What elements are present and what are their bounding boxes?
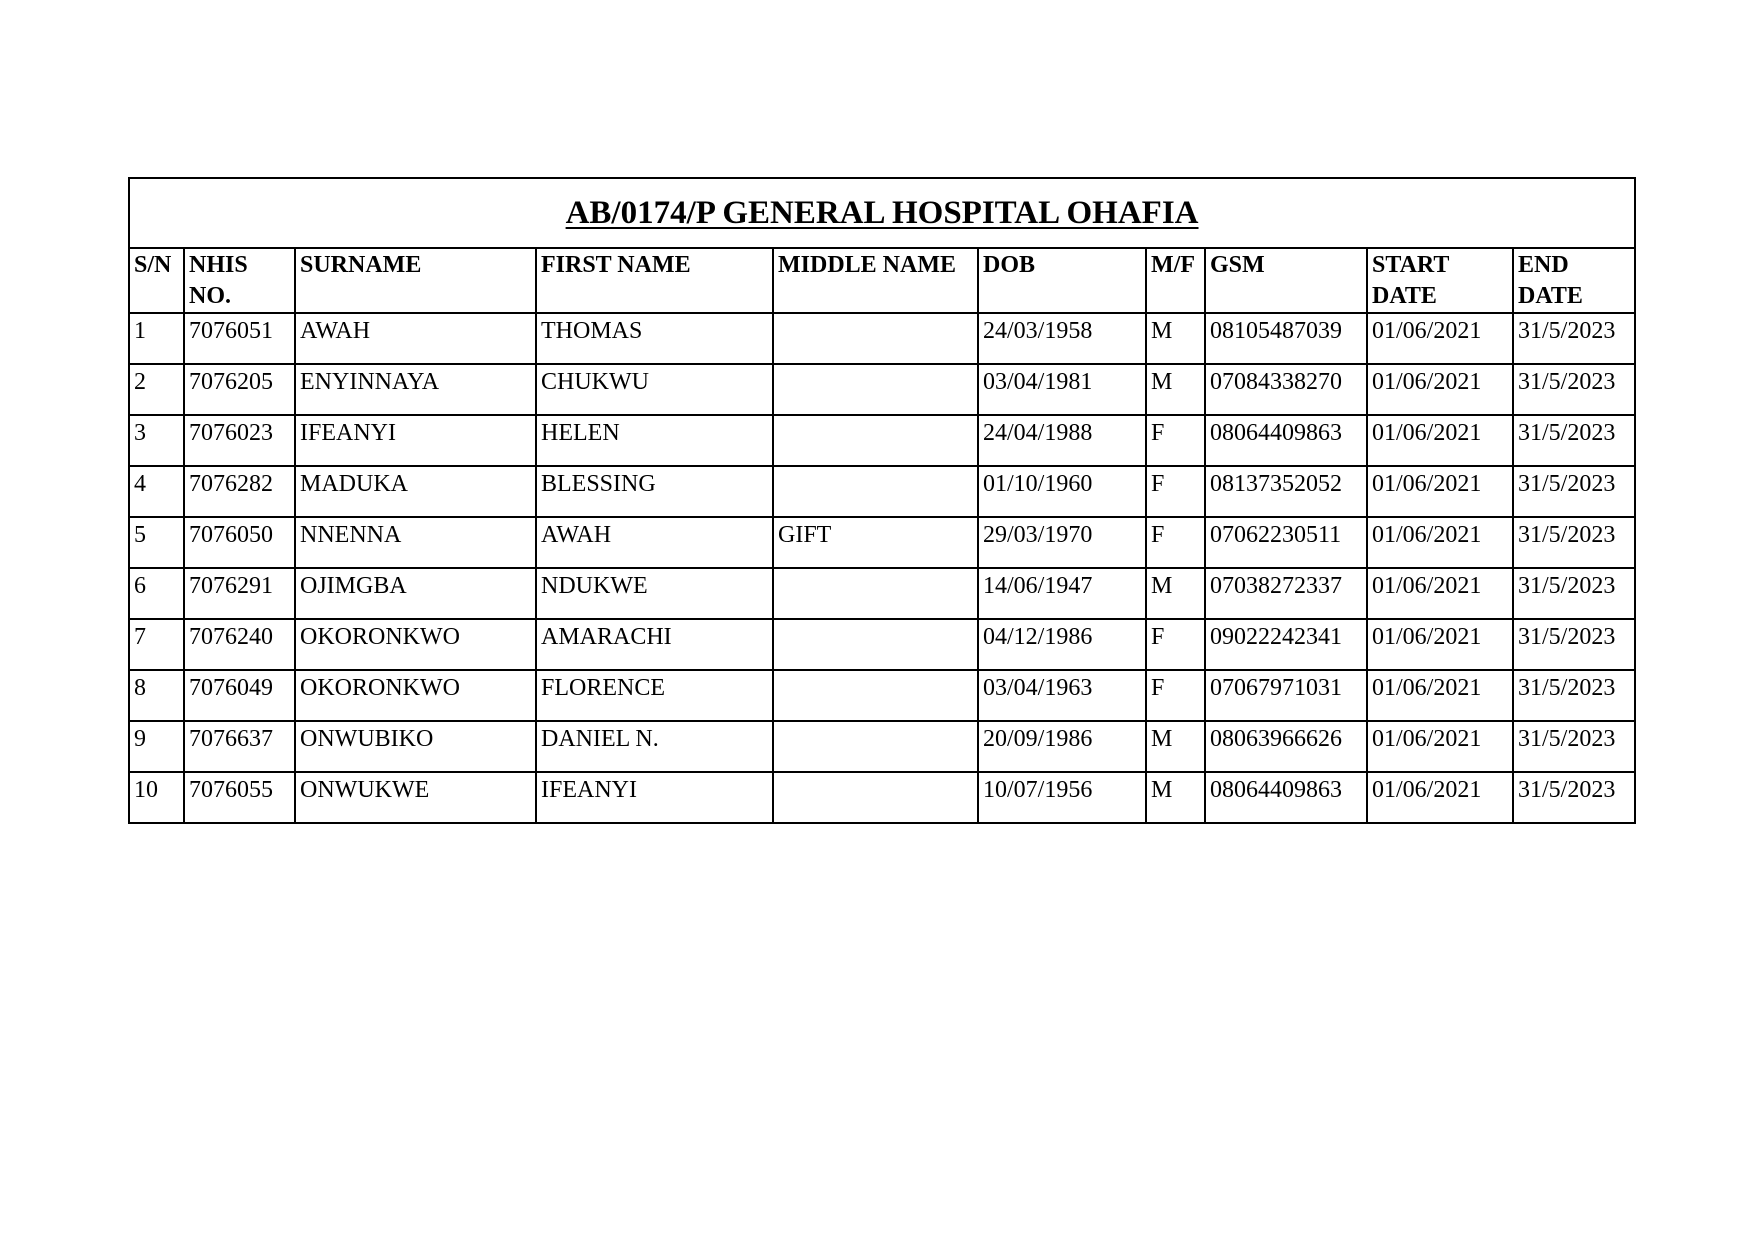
gender-cell: F — [1146, 466, 1205, 517]
surname-cell: OKORONKWO — [295, 619, 536, 670]
start-date-cell: 01/06/2021 — [1367, 721, 1513, 772]
table-title: AB/0174/P GENERAL HOSPITAL OHAFIA — [565, 195, 1199, 231]
middle-name-cell — [773, 772, 978, 823]
end-date-cell: 31/5/2023 — [1513, 619, 1635, 670]
dob-cell: 14/06/1947 — [978, 568, 1146, 619]
nhis-no-cell: 7076291 — [184, 568, 295, 619]
surname-cell: ONWUBIKO — [295, 721, 536, 772]
table-row — [129, 568, 1635, 619]
surname-cell: MADUKA — [295, 466, 536, 517]
dob-cell: 10/07/1956 — [978, 772, 1146, 823]
table-body — [129, 313, 1635, 823]
column-header-gsm: GSM — [1205, 248, 1367, 313]
start-date-cell: 01/06/2021 — [1367, 517, 1513, 568]
end-date-cell: 31/5/2023 — [1513, 364, 1635, 415]
dob-cell: 29/03/1970 — [978, 517, 1146, 568]
first-name-cell: HELEN — [536, 415, 773, 466]
middle-name-cell — [773, 670, 978, 721]
gender-cell: F — [1146, 415, 1205, 466]
table-title-cell — [129, 178, 1635, 248]
gsm-cell: 07038272337 — [1205, 568, 1367, 619]
gender-cell: F — [1146, 670, 1205, 721]
surname-cell: AWAH — [295, 313, 536, 364]
gender-cell: M — [1146, 721, 1205, 772]
end-date-cell: 31/5/2023 — [1513, 466, 1635, 517]
sn-cell: 10 — [129, 772, 184, 823]
gender-cell: M — [1146, 364, 1205, 415]
surname-cell: OKORONKWO — [295, 670, 536, 721]
dob-cell: 03/04/1981 — [978, 364, 1146, 415]
start-date-cell: 01/06/2021 — [1367, 670, 1513, 721]
sn-cell: 8 — [129, 670, 184, 721]
first-name-cell: AMARACHI — [536, 619, 773, 670]
nhis-no-cell: 7076240 — [184, 619, 295, 670]
table-row — [129, 772, 1635, 823]
gender-cell: M — [1146, 772, 1205, 823]
end-date-cell: 31/5/2023 — [1513, 772, 1635, 823]
first-name-cell: THOMAS — [536, 313, 773, 364]
end-date-cell: 31/5/2023 — [1513, 568, 1635, 619]
gsm-cell: 07084338270 — [1205, 364, 1367, 415]
gsm-cell: 08105487039 — [1205, 313, 1367, 364]
table-row — [129, 721, 1635, 772]
column-header-sn: S/N — [129, 248, 184, 313]
gender-cell: F — [1146, 517, 1205, 568]
sn-cell: 2 — [129, 364, 184, 415]
column-header-first-name: FIRST NAME — [536, 248, 773, 313]
middle-name-cell — [773, 568, 978, 619]
sn-cell: 7 — [129, 619, 184, 670]
first-name-cell: IFEANYI — [536, 772, 773, 823]
start-date-cell: 01/06/2021 — [1367, 364, 1513, 415]
sn-cell: 3 — [129, 415, 184, 466]
table-row — [129, 415, 1635, 466]
nhis-no-cell: 7076205 — [184, 364, 295, 415]
table-row — [129, 670, 1635, 721]
nhis-no-cell: 7076023 — [184, 415, 295, 466]
nhis-no-cell: 7076055 — [184, 772, 295, 823]
nhis-no-cell: 7076637 — [184, 721, 295, 772]
gender-cell: F — [1146, 619, 1205, 670]
middle-name-cell — [773, 721, 978, 772]
end-date-cell: 31/5/2023 — [1513, 670, 1635, 721]
column-header-middle-name: MIDDLE NAME — [773, 248, 978, 313]
column-header-nhis-no: NHIS NO. — [184, 248, 295, 313]
first-name-cell: FLORENCE — [536, 670, 773, 721]
header-row — [129, 248, 1635, 313]
gsm-cell: 09022242341 — [1205, 619, 1367, 670]
first-name-cell: DANIEL N. — [536, 721, 773, 772]
column-header-surname: SURNAME — [295, 248, 536, 313]
gsm-cell: 07067971031 — [1205, 670, 1367, 721]
surname-cell: IFEANYI — [295, 415, 536, 466]
sn-cell: 6 — [129, 568, 184, 619]
table-row — [129, 364, 1635, 415]
dob-cell: 03/04/1963 — [978, 670, 1146, 721]
start-date-cell: 01/06/2021 — [1367, 415, 1513, 466]
dob-cell: 24/04/1988 — [978, 415, 1146, 466]
middle-name-cell — [773, 313, 978, 364]
end-date-cell: 31/5/2023 — [1513, 313, 1635, 364]
start-date-cell: 01/06/2021 — [1367, 619, 1513, 670]
first-name-cell: NDUKWE — [536, 568, 773, 619]
dob-cell: 01/10/1960 — [978, 466, 1146, 517]
sn-cell: 5 — [129, 517, 184, 568]
gsm-cell: 08063966626 — [1205, 721, 1367, 772]
start-date-cell: 01/06/2021 — [1367, 313, 1513, 364]
column-header-gender: M/F — [1146, 248, 1205, 313]
start-date-cell: 01/06/2021 — [1367, 568, 1513, 619]
middle-name-cell — [773, 466, 978, 517]
nhis-no-cell: 7076282 — [184, 466, 295, 517]
first-name-cell: AWAH — [536, 517, 773, 568]
nhis-no-cell: 7076051 — [184, 313, 295, 364]
middle-name-cell — [773, 619, 978, 670]
middle-name-cell: GIFT — [773, 517, 978, 568]
gender-cell: M — [1146, 313, 1205, 364]
start-date-cell: 01/06/2021 — [1367, 466, 1513, 517]
document-page — [128, 177, 1634, 824]
middle-name-cell — [773, 415, 978, 466]
first-name-cell: BLESSING — [536, 466, 773, 517]
title-row — [129, 178, 1635, 248]
gender-cell: M — [1146, 568, 1205, 619]
end-date-cell: 31/5/2023 — [1513, 721, 1635, 772]
nhis-no-cell: 7076050 — [184, 517, 295, 568]
gsm-cell: 08064409863 — [1205, 415, 1367, 466]
enrollee-table — [128, 177, 1636, 824]
column-header-dob: DOB — [978, 248, 1146, 313]
column-header-start-date: START DATE — [1367, 248, 1513, 313]
sn-cell: 1 — [129, 313, 184, 364]
dob-cell: 04/12/1986 — [978, 619, 1146, 670]
surname-cell: OJIMGBA — [295, 568, 536, 619]
gsm-cell: 08064409863 — [1205, 772, 1367, 823]
sn-cell: 4 — [129, 466, 184, 517]
start-date-cell: 01/06/2021 — [1367, 772, 1513, 823]
first-name-cell: CHUKWU — [536, 364, 773, 415]
column-header-end-date: END DATE — [1513, 248, 1635, 313]
middle-name-cell — [773, 364, 978, 415]
table-row — [129, 517, 1635, 568]
end-date-cell: 31/5/2023 — [1513, 415, 1635, 466]
table-row — [129, 313, 1635, 364]
surname-cell: ENYINNAYA — [295, 364, 536, 415]
nhis-no-cell: 7076049 — [184, 670, 295, 721]
end-date-cell: 31/5/2023 — [1513, 517, 1635, 568]
table-row — [129, 619, 1635, 670]
surname-cell: NNENNA — [295, 517, 536, 568]
surname-cell: ONWUKWE — [295, 772, 536, 823]
dob-cell: 24/03/1958 — [978, 313, 1146, 364]
gsm-cell: 07062230511 — [1205, 517, 1367, 568]
sn-cell: 9 — [129, 721, 184, 772]
table-row — [129, 466, 1635, 517]
dob-cell: 20/09/1986 — [978, 721, 1146, 772]
gsm-cell: 08137352052 — [1205, 466, 1367, 517]
